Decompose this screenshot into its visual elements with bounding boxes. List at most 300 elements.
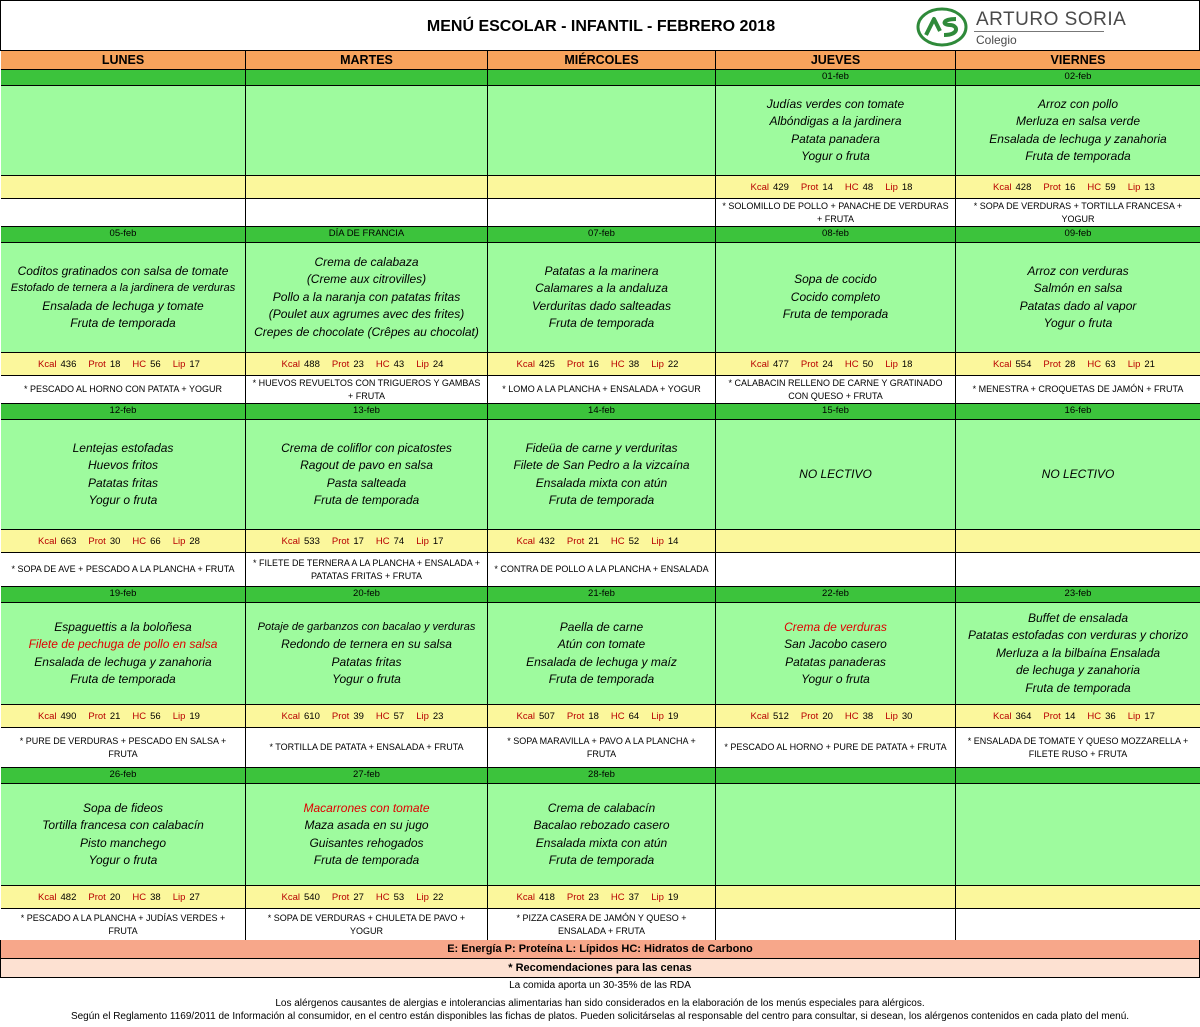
nutrient-value: 38 [628, 358, 640, 370]
nutrient-value: 48 [862, 181, 874, 193]
day-header: JUEVES [716, 51, 956, 70]
dinner-recommendation: * ENSALADA DE TOMATE Y QUESO MOZZARELLA + FILETE RUSO + FRUTA [956, 728, 1200, 768]
date-label: DÍA DE FRANCIA [246, 227, 488, 243]
menu-row [1, 420, 1200, 530]
nutrient-label: Lip [172, 358, 186, 370]
dinner-recommendation [956, 553, 1200, 587]
day-menu-cell [716, 86, 956, 176]
dinner-recommendation: * SOPA DE AVE + PESCADO A LA PLANCHA + FRUTA [1, 553, 246, 587]
dish-item: Albóndigas a la jardinera [769, 114, 902, 128]
dish-item: Patatas estofadas con verduras y chorizo [967, 628, 1189, 643]
nutrient-label: Prot [1043, 710, 1061, 722]
day-menu-cell [246, 784, 488, 886]
nutrient-label: Prot [331, 358, 350, 370]
nutrient-value: 63 [1105, 358, 1116, 370]
nutrient-value: 14 [1064, 710, 1076, 722]
dish-item: Tortilla francesa con calabacín [42, 818, 204, 832]
dinner-recommendation [716, 909, 956, 942]
dish-item: Coditos gratinados con salsa de tomate [17, 263, 229, 278]
nutrient-label: Kcal [516, 358, 536, 370]
nutrient-label: Lip [885, 181, 898, 193]
dish-item: Arroz con pollo [1037, 96, 1119, 111]
dish-item: Filete de pechuga de pollo en salsa [28, 637, 218, 651]
dinner-recommendation-row [1, 728, 1200, 768]
dinner-recommendation: * LOMO A LA PLANCHA + ENSALADA + YOGUR [488, 376, 716, 404]
nutrient-value: 17 [1144, 710, 1155, 722]
logo-name: ARTURO SORIA [976, 9, 1127, 30]
dish-item: Patata panadera [791, 131, 880, 146]
dish-item: Paella de carne [559, 619, 644, 634]
dish-item: Fruta de temporada [1025, 680, 1131, 695]
nutrient-value: 18 [109, 358, 121, 370]
day-menu-cell [1, 420, 246, 530]
nutrient-value: 364 [1015, 710, 1032, 722]
dish-item: Macarrones con tomate [303, 800, 430, 815]
nutrient-label: Prot [331, 891, 350, 903]
nutrient-label: HC [1087, 710, 1102, 722]
nutrition-cell [488, 176, 716, 199]
dish-item: Judías verdes con tomate [766, 96, 905, 111]
nutrient-label: HC [132, 535, 147, 547]
date-label [956, 768, 1200, 784]
date-row [1, 227, 1200, 243]
page-title: MENÚ ESCOLAR - INFANTIL - FEBRERO 2018 [426, 18, 776, 35]
nutrient-label: Lip [172, 891, 186, 903]
nutrient-label: Prot [800, 181, 819, 193]
nutrient-value: 36 [1105, 710, 1116, 722]
dish-item: Filete de San Pedro a la vizcaína [513, 458, 690, 472]
dish-item: Arroz con verduras [1027, 263, 1129, 278]
nutrient-value: 13 [1144, 181, 1155, 193]
menu-row [1, 603, 1200, 705]
nutrient-label: Kcal [281, 535, 301, 547]
dinner-recommendation: * FILETE DE TERNERA A LA PLANCHA + ENSALADA + PATATAS FRITAS + FRUTA [246, 553, 488, 587]
nutrient-label: Lip [1127, 710, 1141, 722]
nutrition-cell [246, 886, 488, 909]
dish-item: Bacalao rebozado casero [533, 818, 670, 832]
day-menu-cell [956, 603, 1200, 705]
date-label: 23-feb [956, 587, 1200, 603]
nutrient-value: 23 [432, 710, 444, 722]
dish-item: Pasta salteada [326, 475, 407, 490]
day-menu-cell [956, 420, 1200, 530]
nutrient-value: 432 [539, 535, 555, 547]
day-menu-cell [488, 784, 716, 886]
nutrient-label: Prot [88, 710, 106, 722]
dish-item: Ensalada de lechuga y maíz [526, 654, 677, 669]
dish-item: Patatas dado al vapor [1019, 298, 1137, 313]
dinner-recommendation: * HUEVOS REVUELTOS CON TRIGUEROS Y GAMBAS + FRUTA [246, 376, 488, 404]
dinner-recommendation [716, 553, 956, 587]
nutrient-value: 52 [628, 535, 640, 547]
dish-item: Crema de coliflor con picatostes [281, 440, 452, 455]
date-row [1, 768, 1200, 784]
dish-item: Salmón en salsa [1033, 281, 1123, 295]
nutrient-value: 37 [628, 891, 640, 903]
dish-item: Redondo de ternera en su salsa [281, 637, 452, 651]
page-header [0, 0, 1200, 51]
dinner-recommendation: * SOPA DE VERDURAS + CHULETA DE PAVO + YOGUR [246, 909, 488, 942]
dish-item: Calamares a la andaluza [535, 281, 668, 295]
dish-item: Merluza a la bilbaína Ensalada [995, 645, 1161, 660]
nutrient-value: 477 [773, 358, 789, 370]
dish-item: Fruta de temporada [548, 316, 655, 330]
nutrient-label: Kcal [38, 535, 57, 547]
nutrient-value: 27 [353, 891, 364, 903]
dish-item: Fruta de temporada [70, 316, 176, 330]
nutrient-label: HC [375, 710, 390, 722]
nutrient-value: 23 [353, 358, 364, 370]
nutrient-label: HC [132, 358, 147, 370]
dish-item: Espaguettis a la boloñesa [54, 619, 192, 634]
nutrient-value: 64 [628, 710, 640, 722]
dinner-recommendation: * CONTRA DE POLLO A LA PLANCHA + ENSALADA [488, 553, 716, 587]
dinner-recommendations-note: * Recomendaciones para las cenas [0, 959, 1200, 978]
nutrient-value: 18 [901, 181, 913, 193]
nutrient-label: Lip [651, 891, 664, 903]
dinner-recommendation: * SOPA DE VERDURAS + TORTILLA FRANCESA + YOGUR [956, 199, 1200, 227]
nutrition-row [1, 886, 1200, 909]
dish-item: Huevos fritos [87, 458, 159, 472]
nutrient-value: 59 [1105, 181, 1116, 193]
date-row [1, 404, 1200, 420]
dish-item: Fruta de temporada [313, 853, 420, 867]
date-label: 09-feb [956, 227, 1200, 243]
dinner-recommendation-row [1, 376, 1200, 404]
footer-allergen-note: Los alérgenos causantes de alergias e intolerancias alimentarias han sido considerados en la elaboración de los menús especiales para alérgicos. [275, 998, 925, 1009]
nutrient-label: HC [132, 891, 147, 903]
dish-item: Crema de calabacín [547, 800, 656, 815]
date-row [1, 70, 1200, 86]
dinner-recommendation: * TORTILLA DE PATATA + ENSALADA + FRUTA [246, 728, 488, 768]
dish-item: Patatas a la marinera [544, 263, 659, 278]
dish-item: NO LECTIVO [799, 466, 872, 481]
nutrition-cell [716, 353, 956, 376]
nutrient-value: 18 [588, 710, 599, 722]
dinner-recommendation: * SOLOMILLO DE POLLO + PANACHE DE VERDURAS + FRUTA [716, 199, 956, 227]
date-label: 28-feb [488, 768, 716, 784]
nutrient-label: Kcal [993, 181, 1012, 193]
dish-item: Ensalada mixta con atún [535, 835, 668, 850]
nutrient-label: Kcal [516, 535, 536, 547]
nutrition-cell [1, 705, 246, 728]
footer-rda-note: La comida aporta un 30-35% de las RDA [509, 980, 691, 991]
dinner-recommendation-row [1, 909, 1200, 942]
dinner-recommendation: * PESCADO A LA PLANCHA + JUDÍAS VERDES + FRUTA [1, 909, 246, 942]
dish-item: Fruta de temporada [1025, 149, 1131, 163]
footer-regulation-note: Según el Reglamento 1169/2011 de Información al consumidor, en el centro están disponibles las fichas de platos. Pueden solicitárselas al responsable del centro para consultar, si desean, los alérgenos contenidos en cada plato del menú. [70, 1011, 1130, 1022]
day-menu-cell [1, 86, 246, 176]
day-menu-cell [956, 86, 1200, 176]
nutrition-cell [1, 886, 246, 909]
dinner-recommendation: * PURE DE VERDURAS + PESCADO EN SALSA + FRUTA [1, 728, 246, 768]
menu-row [1, 784, 1200, 886]
nutrient-value: 554 [1015, 358, 1032, 370]
nutrient-value: 56 [150, 710, 161, 722]
dinner-recommendation: * PESCADO AL HORNO + PURE DE PATATA + FRUTA [716, 728, 956, 768]
dish-item: Guisantes rehogados [309, 835, 424, 850]
nutrient-value: 540 [304, 891, 320, 903]
nutrient-value: 22 [667, 358, 679, 370]
nutrition-row [1, 705, 1200, 728]
nutrition-legend: E: Energía P: Proteína L: Lípidos HC: Hidratos de Carbono [0, 940, 1200, 959]
nutrient-label: Kcal [750, 181, 770, 193]
dish-item: Merluza en salsa verde [1015, 114, 1141, 128]
nutrient-label: Lip [416, 710, 429, 722]
nutrient-value: 28 [189, 535, 200, 547]
nutrient-label: HC [1087, 358, 1102, 370]
nutrient-value: 16 [588, 358, 599, 370]
dish-item: Fideüa de carne y verduritas [525, 440, 678, 455]
dish-item: Potaje de garbanzos con bacalao y verduras [257, 620, 476, 633]
dish-item: NO LECTIVO [1041, 466, 1115, 481]
day-menu-cell [488, 603, 716, 705]
nutrient-label: Prot [800, 710, 819, 722]
dish-item: Yogur o fruta [1043, 316, 1113, 330]
nutrient-label: Kcal [281, 891, 301, 903]
nutrient-label: Lip [416, 358, 429, 370]
nutrition-cell [956, 886, 1200, 909]
dish-item: de lechuga y zanahoria [1015, 663, 1141, 678]
date-label [246, 70, 488, 86]
dish-item: Ensalada mixta con atún [535, 475, 668, 490]
dish-item: Estofado de ternera a la jardinera de verduras [10, 282, 236, 294]
dish-item: (Creme aux citrovilles) [306, 272, 427, 287]
day-header: MARTES [246, 51, 488, 70]
nutrient-label: Lip [416, 891, 429, 903]
date-label: 08-feb [716, 227, 956, 243]
nutrient-label: HC [844, 181, 859, 193]
nutrient-value: 74 [393, 535, 405, 547]
nutrient-label: Prot [1043, 181, 1061, 193]
nutrient-label: HC [375, 535, 390, 547]
nutrient-value: 57 [393, 710, 405, 722]
day-menu-cell [246, 243, 488, 353]
nutrient-value: 18 [901, 358, 913, 370]
nutrition-cell [956, 176, 1200, 199]
day-menu-cell [246, 603, 488, 705]
nutrient-value: 482 [60, 891, 77, 903]
dish-item: Patatas panaderas [785, 654, 886, 669]
nutrient-label: Lip [1127, 358, 1141, 370]
nutrient-label: Prot [566, 535, 585, 547]
dish-item: San Jacobo casero [784, 637, 887, 651]
nutrition-cell [488, 886, 716, 909]
nutrition-cell [246, 353, 488, 376]
date-label: 07-feb [488, 227, 716, 243]
nutrient-label: Prot [88, 535, 106, 547]
nutrient-label: Kcal [750, 358, 770, 370]
dish-item: Ragout de pavo en salsa [300, 458, 433, 472]
dish-item: Ensalada de lechuga y zanahoria [989, 131, 1167, 146]
nutrient-value: 429 [773, 181, 789, 193]
day-menu-cell [1, 243, 246, 353]
nutrient-value: 19 [189, 710, 200, 722]
nutrient-value: 488 [304, 358, 320, 370]
dinner-recommendation [956, 909, 1200, 942]
day-menu-cell [1, 784, 246, 886]
nutrient-label: Kcal [38, 710, 57, 722]
dish-item: Lentejas estofadas [72, 440, 174, 455]
dinner-recommendation [246, 199, 488, 227]
nutrient-value: 425 [539, 358, 555, 370]
nutrition-cell [1, 353, 246, 376]
nutrition-cell [716, 705, 956, 728]
nutrient-value: 56 [150, 358, 161, 370]
logo-divider [974, 31, 1104, 32]
day-header: LUNES [1, 51, 246, 70]
nutrient-label: HC [610, 891, 625, 903]
nutrient-label: HC [132, 710, 147, 722]
nutrition-cell [716, 530, 956, 553]
date-label: 12-feb [1, 404, 246, 420]
dish-item: Verduritas dado salteadas [532, 298, 671, 313]
dinner-recommendation: * PESCADO AL HORNO CON PATATA + YOGUR [1, 376, 246, 404]
nutrient-label: Kcal [281, 358, 301, 370]
date-label: 05-feb [1, 227, 246, 243]
day-header: VIERNES [956, 51, 1200, 70]
nutrition-row [1, 176, 1200, 199]
nutrient-value: 38 [150, 891, 161, 903]
nutrient-label: Lip [651, 358, 664, 370]
nutrient-value: 20 [109, 891, 121, 903]
nutrient-value: 14 [822, 181, 833, 193]
arturo-soria-logo-icon [916, 7, 968, 47]
nutrient-label: Lip [172, 710, 186, 722]
day-menu-cell [716, 784, 956, 886]
nutrient-label: Kcal [516, 891, 536, 903]
nutrient-value: 24 [432, 358, 444, 370]
nutrient-label: Lip [651, 710, 664, 722]
dinner-recommendation [488, 199, 716, 227]
dinner-recommendation: * PIZZA CASERA DE JAMÓN Y QUESO + ENSALADA + FRUTA [488, 909, 716, 942]
nutrient-value: 38 [862, 710, 874, 722]
nutrition-row [1, 530, 1200, 553]
date-label: 22-feb [716, 587, 956, 603]
dish-item: Yogur o fruta [88, 853, 158, 867]
date-label: 14-feb [488, 404, 716, 420]
nutrient-label: HC [610, 358, 625, 370]
dinner-recommendation: * CALABACIN RELLENO DE CARNE Y GRATINADO CON QUESO + FRUTA [716, 376, 956, 404]
nutrient-value: 512 [773, 710, 789, 722]
nutrient-value: 21 [109, 710, 121, 722]
nutrient-value: 21 [588, 535, 599, 547]
day-menu-cell [246, 420, 488, 530]
dish-item: Pisto manchego [79, 835, 167, 850]
dish-item: Fruta de temporada [782, 307, 889, 322]
nutrient-value: 23 [588, 891, 599, 903]
date-label: 01-feb [716, 70, 956, 86]
nutrient-label: Lip [885, 358, 898, 370]
nutrient-label: HC [844, 358, 859, 370]
date-label: 27-feb [246, 768, 488, 784]
dish-item: Yogur o fruta [801, 672, 870, 686]
nutrient-label: Prot [88, 891, 106, 903]
nutrient-label: HC [610, 710, 625, 722]
date-row [1, 587, 1200, 603]
dinner-recommendation [1, 199, 246, 227]
day-menu-cell [488, 420, 716, 530]
nutrient-label: Lip [172, 535, 186, 547]
nutrient-value: 436 [60, 358, 77, 370]
weekday-header-row [1, 51, 1200, 70]
dish-item: Fruta de temporada [548, 853, 655, 867]
day-menu-cell [246, 86, 488, 176]
dish-item: Yogur o fruta [88, 493, 158, 507]
nutrient-value: 27 [189, 891, 200, 903]
nutrient-label: Lip [416, 535, 429, 547]
nutrient-label: Prot [331, 535, 350, 547]
nutrient-label: Prot [331, 710, 350, 722]
dish-item: Sopa de fideos [82, 800, 164, 815]
nutrition-cell [716, 886, 956, 909]
nutrition-cell [246, 705, 488, 728]
dinner-recommendation: * SOPA MARAVILLA + PAVO A LA PLANCHA + FRUTA [488, 728, 716, 768]
nutrient-value: 663 [60, 535, 77, 547]
nutrient-value: 50 [862, 358, 874, 370]
nutrient-value: 24 [822, 358, 833, 370]
nutrient-value: 53 [393, 891, 405, 903]
nutrient-value: 418 [539, 891, 555, 903]
dish-item: Yogur o fruta [332, 672, 401, 686]
nutrient-value: 17 [189, 358, 200, 370]
date-label: 13-feb [246, 404, 488, 420]
nutrient-label: Prot [566, 710, 585, 722]
nutrition-cell [956, 353, 1200, 376]
nutrient-label: Lip [651, 535, 664, 547]
day-menu-cell [488, 86, 716, 176]
nutrient-label: Kcal [38, 891, 57, 903]
dish-item: Cocido completo [790, 289, 881, 304]
day-menu-cell [956, 243, 1200, 353]
dish-item: Sopa de cocido [794, 272, 877, 287]
nutrient-value: 610 [304, 710, 320, 722]
nutrient-value: 17 [432, 535, 444, 547]
date-label: 20-feb [246, 587, 488, 603]
nutrition-cell [488, 530, 716, 553]
nutrient-value: 16 [1064, 181, 1076, 193]
date-label [716, 768, 956, 784]
date-label: 19-feb [1, 587, 246, 603]
date-label: 15-feb [716, 404, 956, 420]
nutrition-cell [488, 705, 716, 728]
dish-item: Crepes de chocolate (Crêpes au chocolat) [254, 324, 479, 339]
dish-item: Ensalada de lechuga y zanahoria [34, 654, 212, 669]
nutrient-value: 14 [667, 535, 679, 547]
dinner-recommendation-row [1, 199, 1200, 227]
nutrition-cell [488, 353, 716, 376]
nutrient-value: 17 [353, 535, 364, 547]
dinner-recommendation: * MENESTRA + CROQUETAS DE JAMÓN + FRUTA [956, 376, 1200, 404]
dish-item: Fruta de temporada [313, 493, 420, 507]
nutrition-cell [716, 176, 956, 199]
dish-item: Pollo a la naranja con patatas fritas [272, 289, 461, 304]
logo-subtitle: Colegio [976, 33, 1017, 47]
nutrient-label: Kcal [516, 710, 536, 722]
dish-item: Patatas fritas [331, 654, 402, 669]
date-label [1, 70, 246, 86]
nutrient-value: 39 [353, 710, 364, 722]
dish-item: (Poulet aux agrumes avec des frites) [268, 307, 465, 322]
nutrient-label: Lip [885, 710, 898, 722]
nutrient-value: 19 [667, 710, 679, 722]
day-header: MIÉRCOLES [488, 51, 716, 70]
nutrient-label: HC [844, 710, 859, 722]
day-menu-cell [716, 603, 956, 705]
nutrient-label: Prot [88, 358, 106, 370]
dish-item: Atún con tomate [557, 637, 646, 651]
dish-item: Fruta de temporada [548, 493, 655, 507]
